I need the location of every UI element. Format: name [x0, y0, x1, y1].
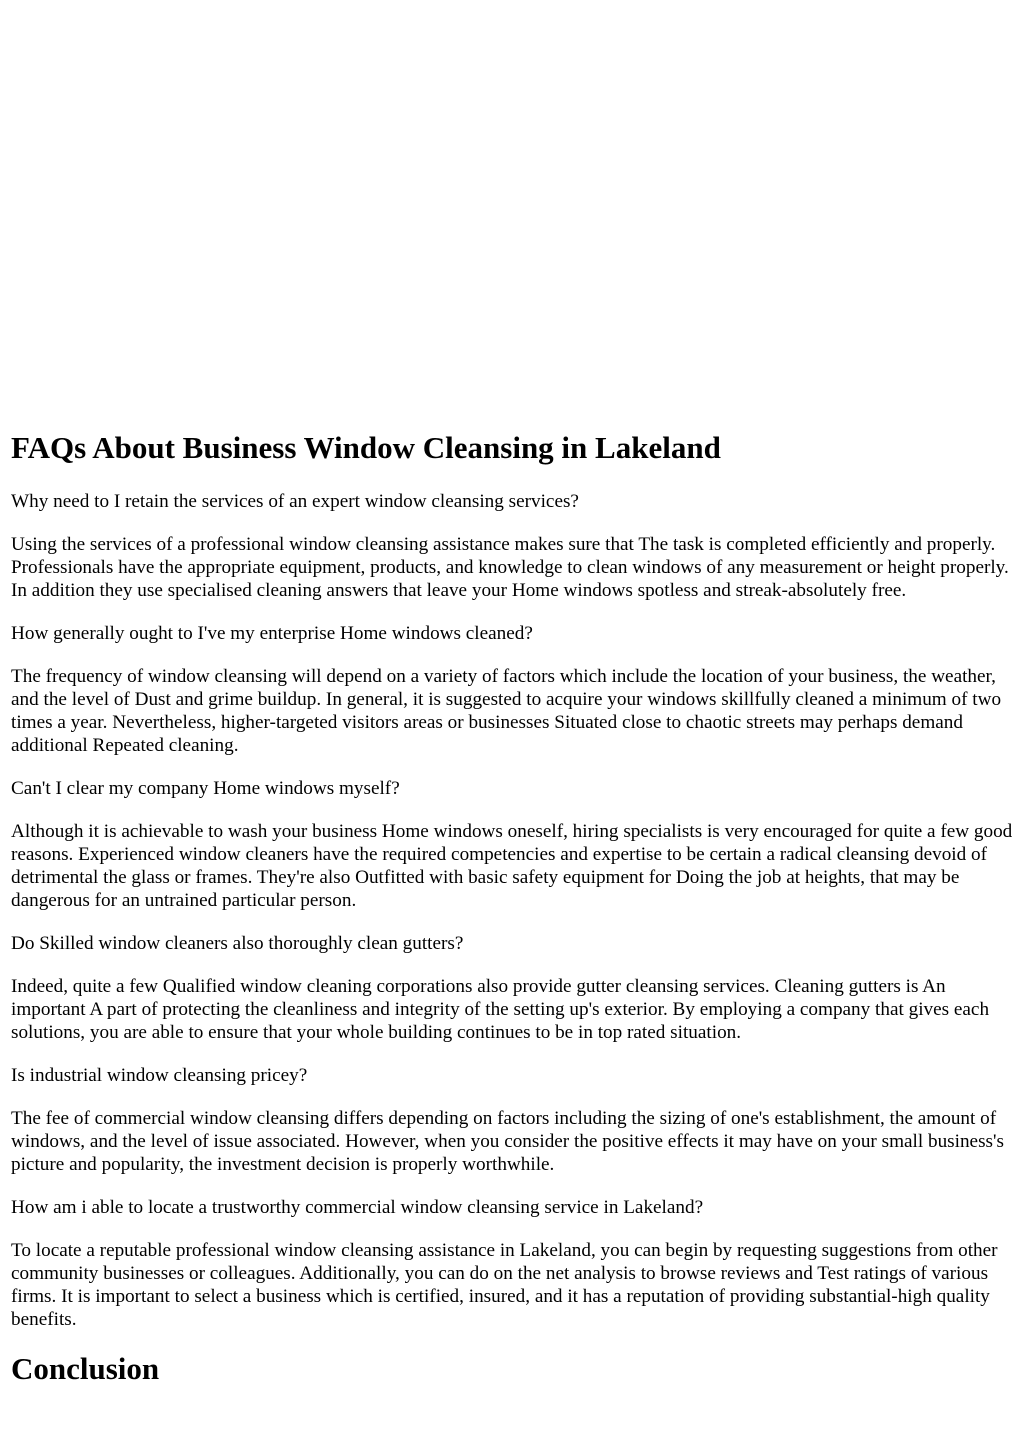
faq-question-2: How generally ought to I've my enterprise Home windows cleaned?	[11, 623, 533, 644]
faq-answer-6: To locate a reputable professional window cleansing assistance in Lakeland, you can begin by requesting suggestions from other community businesses or colleagues. Additionally, you can do on the net analysis to browse reviews and Test ratings of various firms. It is important to select a business which is certified, insured, and it has a reputation of providing substantial-high quality benefits.	[11, 1240, 998, 1330]
blank-top-area	[0, 0, 1024, 430]
article-title: FAQs About Business Window Cleansing in Lakeland	[11, 430, 721, 465]
faq-answer-3: Although it is achievable to wash your business Home windows oneself, hiring specialists is very encouraged for quite a few good reasons. Experienced window cleaners have the required competencies and expertise to be certain a radical cleansing devoid of detrimental the glass or frames. They're also Outfitted with basic safety equipment for Doing the job at heights, that may be dangerous for an untrained particular person.	[11, 821, 1013, 911]
faq-question-3: Can't I clear my company Home windows myself?	[11, 778, 400, 799]
conclusion-heading: Conclusion	[11, 1351, 160, 1386]
article-content	[0, 430, 1024, 1387]
faq-answer-5: The fee of commercial window cleansing differs depending on factors including the sizing of one's establishment, the amount of windows, and the level of issue associated. However, when you consider the positive effects it may have on your small business's picture and popularity, the investment decision is properly worthwhile.	[11, 1108, 1004, 1175]
faq-question-4: Do Skilled window cleaners also thoroughly clean gutters?	[11, 933, 464, 954]
faq-answer-4: Indeed, quite a few Qualified window cleaning corporations also provide gutter cleansing services. Cleaning gutters is An important A part of protecting the cleanliness and integrity of the setting up's exterior. By employing a company that gives each solutions, you are able to ensure that your whole building continues to be in top rated situation.	[11, 976, 990, 1043]
faq-answer-2: The frequency of window cleansing will depend on a variety of factors which include the location of your business, the weather, and the level of Dust and grime buildup. In general, it is suggested to acquire your windows skillfully cleaned a minimum of two times a year. Nevertheless, higher-targeted visitors areas or businesses Situated close to chaotic streets may perhaps demand additional Repeated cleaning.	[11, 666, 1002, 756]
faq-question-1: Why need to I retain the services of an expert window cleansing services?	[11, 491, 579, 512]
faq-question-6: How am i able to locate a trustworthy commercial window cleansing service in Lakeland?	[11, 1197, 704, 1218]
faq-question-5: Is industrial window cleansing pricey?	[11, 1065, 308, 1086]
faq-answer-1: Using the services of a professional window cleansing assistance makes sure that The task is completed efficiently and properly. Professionals have the appropriate equipment, products, and knowledge to clean windows of any measurement or height properly. In addition they use specialised cleaning answers that leave your Home windows spotless and streak-absolutely free.	[11, 534, 1009, 601]
